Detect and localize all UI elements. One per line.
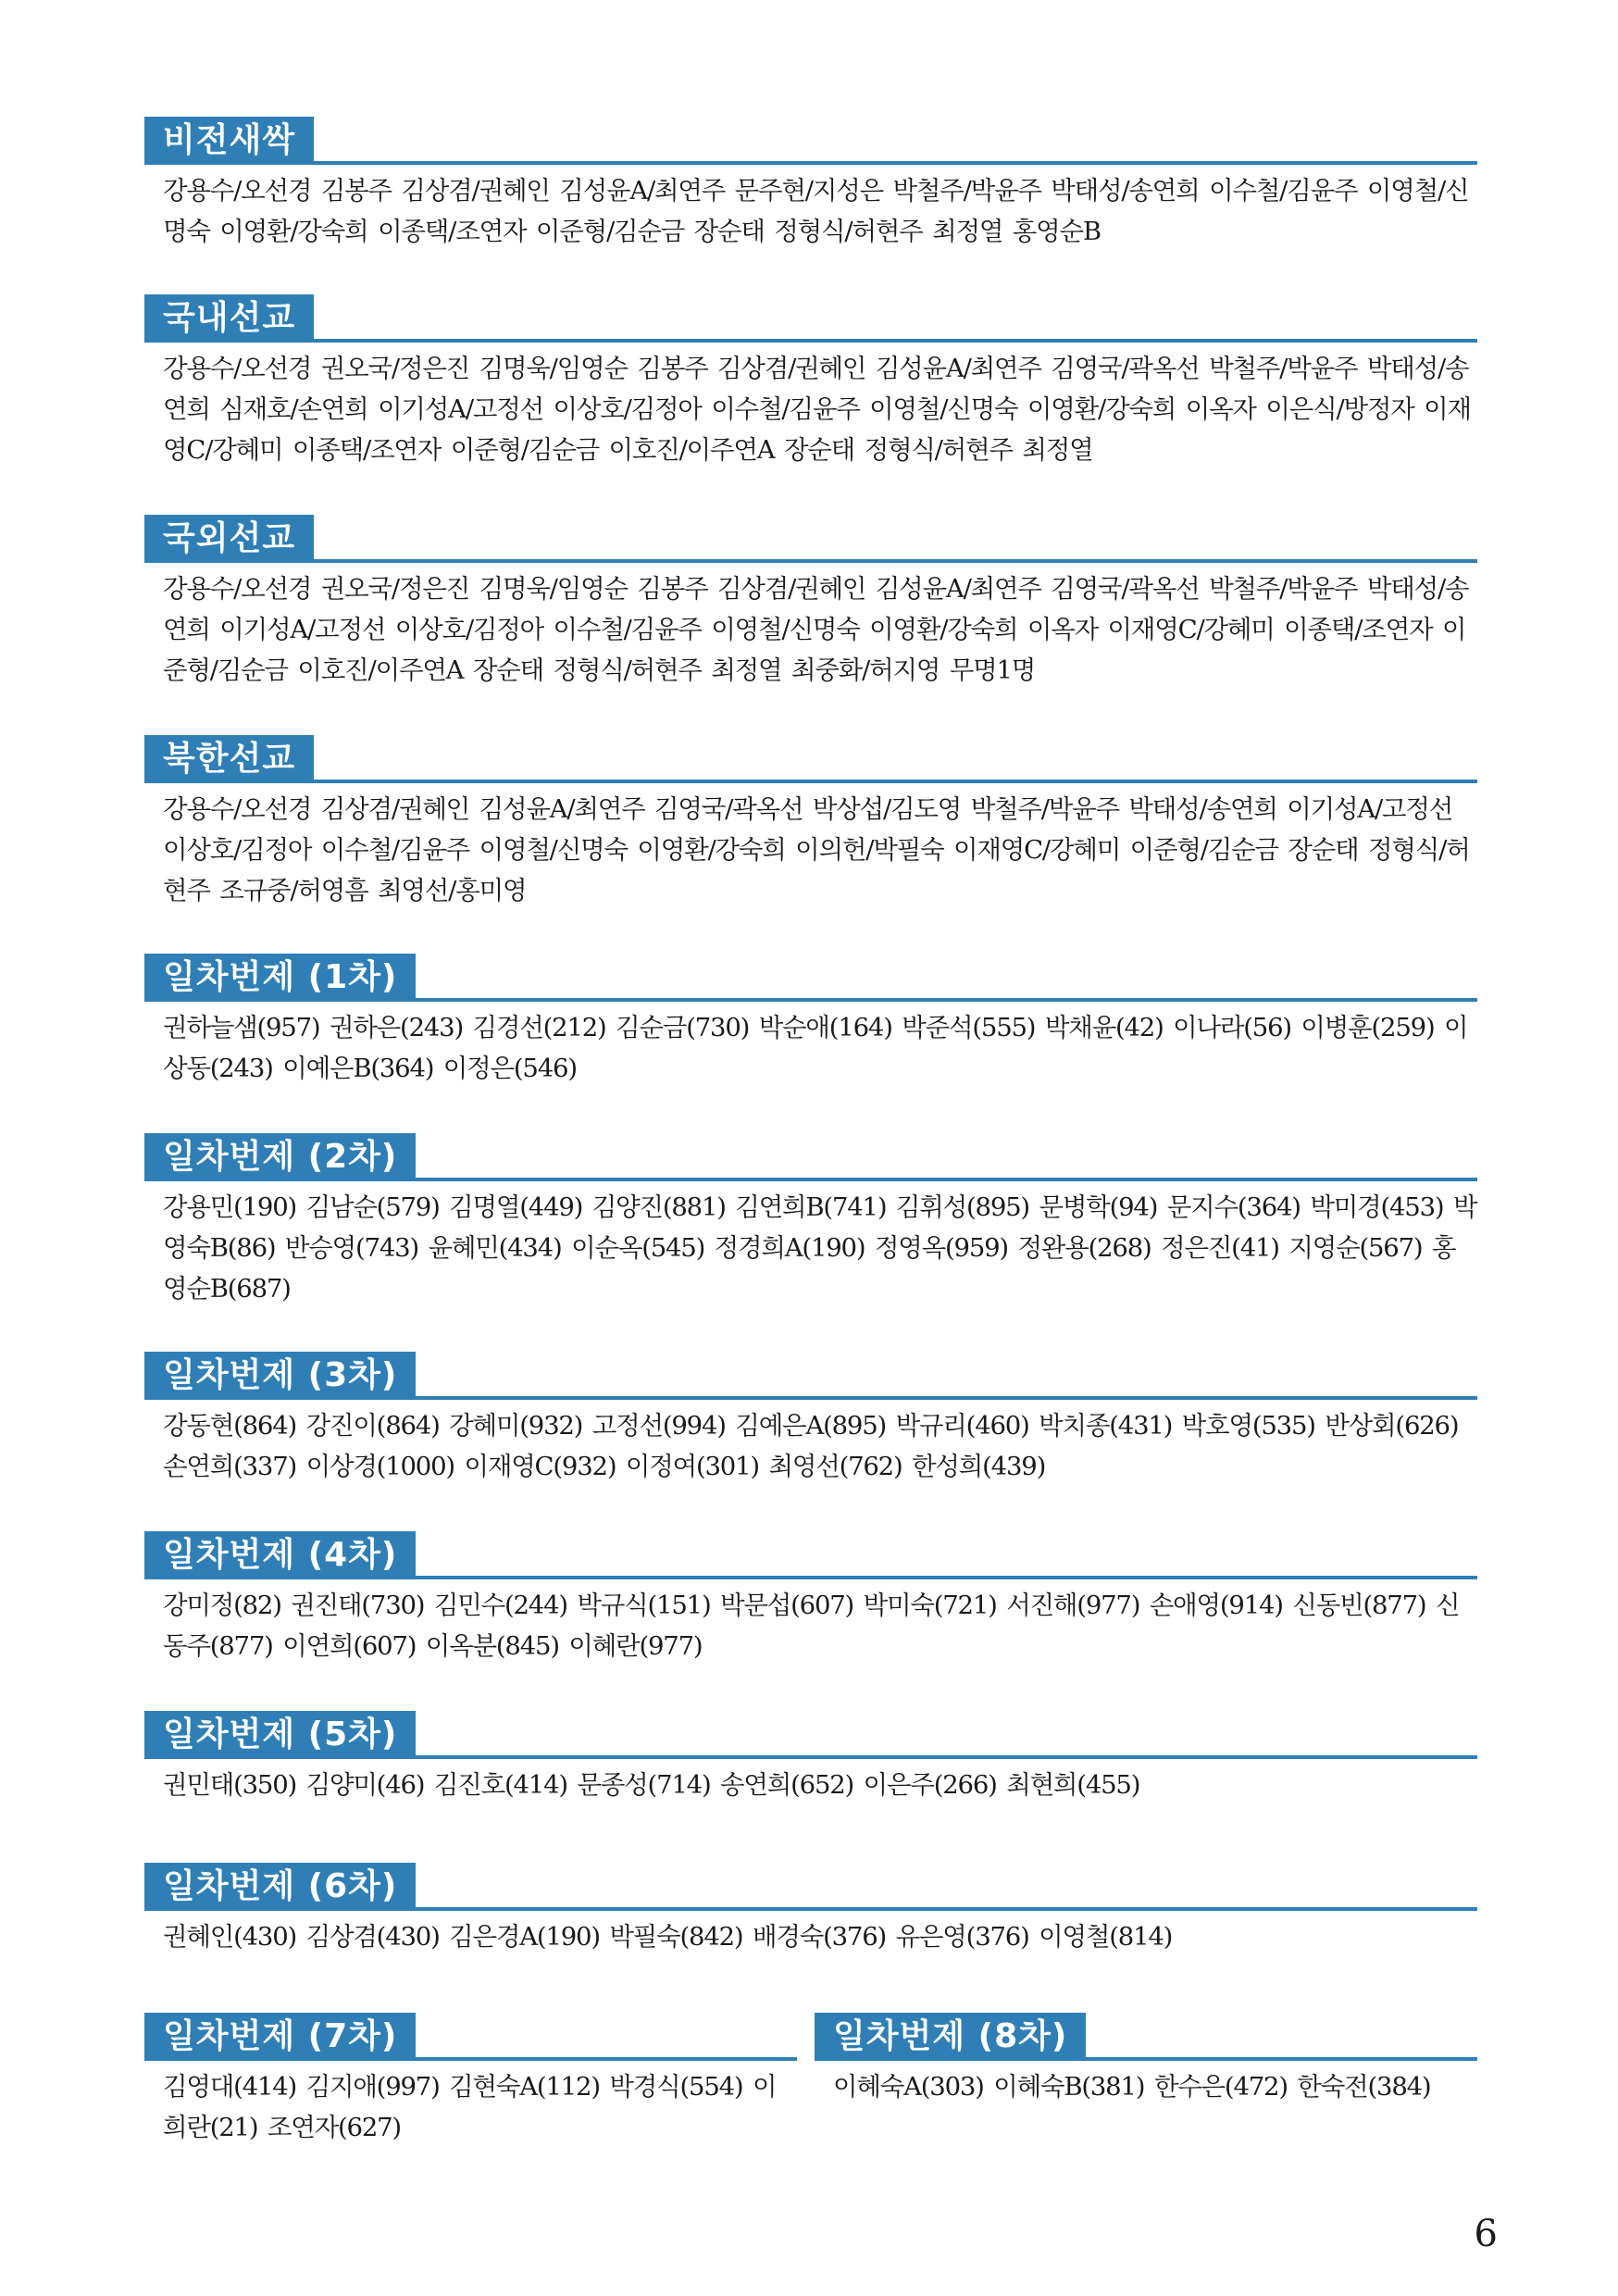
header-rule xyxy=(144,1178,1477,1181)
section-header xyxy=(144,1352,1477,1400)
section-title: 북한선교 xyxy=(144,735,314,783)
section-names: 이혜숙A(303) 이혜숙B(381) 한수은(472) 한숙전(384) xyxy=(833,2072,1431,2102)
section-title: 일차번제 (2차) xyxy=(144,1133,416,1181)
header-rule xyxy=(144,161,1477,165)
section-names: 강용민(190) 김남순(579) 김명열(449) 김양진(881) 김연희B(741) 김휘성(895) 문병학(94) 문지수(364) 박미경(453) 박영숙B(86) 반승영(743) 윤혜민(434) 이순옥(545) 정경희A(190) 정영옥(959) 정완용(268) 정은진(41) 지영순(567) 홍영순B(687) xyxy=(163,1192,1477,1304)
section-title: 일차번제 (5차) xyxy=(144,1711,416,1759)
section-header xyxy=(144,117,1477,165)
section-title: 일차번제 (8차) xyxy=(815,2013,1086,2061)
section-names: 권혜인(430) 김상겸(430) 김은경A(190) 박필숙(842) 배경숙(376) 유은영(376) 이영철(814) xyxy=(163,1922,1173,1952)
section-offering-2 xyxy=(144,1133,1477,1309)
section-offering-7 xyxy=(144,2013,797,2148)
section-names: 강용수/오선경 김봉주 김상겸/권혜인 김성윤A/최연주 문주현/지성은 박철주/박윤주 박태성/송연희 이수철/김윤주 이영철/신명숙 이영환/강숙희 이종택/조연자 이준형/김순금 장순태 정형식/허현주 최정열 홍영순B xyxy=(163,176,1469,246)
header-rule xyxy=(144,559,1477,563)
section-header xyxy=(144,1863,1477,1911)
section-names: 권민태(350) 김양미(46) 김진호(414) 문종성(714) 송연희(652) 이은주(266) 최현희(455) xyxy=(163,1770,1140,1800)
section-header xyxy=(144,954,1477,1002)
section-names: 강동현(864) 강진이(864) 강혜미(932) 고정선(994) 김예은A(895) 박규리(460) 박치종(431) 박호영(535) 반상회(626) 손연희(337) 이상경(1000) 이재영C(932) 이정여(301) 최영선(762) 한성희(439) xyxy=(163,1411,1459,1481)
section-names: 강용수/오선경 권오국/정은진 김명욱/임영순 김봉주 김상겸/권혜인 김성윤A/최연주 김영국/곽옥선 박철주/박윤주 박태성/송연희 이기성A/고정선 이상호/김정아 이수철/김윤주 이영철/신명숙 이영환/강숙희 이옥자 이재영C/강혜미 이종택/조연자 이준형/김순금 이호진/이주연A 장순태 정형식/허현주 최정열 최중화/허지영 무명1명 xyxy=(163,574,1469,685)
section-title: 일차번제 (3차) xyxy=(144,1352,416,1400)
section-title: 일차번제 (4차) xyxy=(144,1531,416,1579)
section-header xyxy=(144,1531,1477,1579)
section-names: 권하늘샘(957) 권하은(243) 김경선(212) 김순금(730) 박순애(164) 박준석(555) 박채윤(42) 이나라(56) 이병훈(259) 이상동(243) 이예은B(364) 이정은(546) xyxy=(163,1013,1468,1083)
header-rule xyxy=(144,998,1477,1002)
header-rule xyxy=(144,1396,1477,1400)
section-names: 강미정(82) 권진태(730) 김민수(244) 박규식(151) 박문섭(607) 박미숙(721) 서진해(977) 손애영(914) 신동빈(877) 신동주(877) 이연희(607) 이옥분(845) 이혜란(977) xyxy=(163,1591,1460,1661)
section-header xyxy=(144,1133,1477,1181)
section-vision-sprout xyxy=(144,117,1477,252)
section-title: 국내선교 xyxy=(144,294,314,343)
section-title: 일차번제 (1차) xyxy=(144,954,416,1002)
section-header xyxy=(144,735,1477,783)
section-offering-1 xyxy=(144,954,1477,1089)
header-rule xyxy=(815,2057,1477,2061)
section-offering-4 xyxy=(144,1531,1477,1666)
section-header xyxy=(144,2013,797,2061)
section-offering-6 xyxy=(144,1863,1477,1957)
section-names: 강용수/오선경 권오국/정은진 김명욱/임영순 김봉주 김상겸/권혜인 김성윤A/최연주 김영국/곽옥선 박철주/박윤주 박태성/송연희 심재호/손연희 이기성A/고정선 이상호/김정아 이수철/김윤주 이영철/신명숙 이영환/강숙희 이옥자 이은식/방정자 이재영C/강혜미 이종택/조연자 이준형/김순금 이호진/이주연A 장순태 정형식/허현주 최정열 xyxy=(163,354,1471,465)
section-header xyxy=(815,2013,1477,2061)
header-rule xyxy=(144,1576,1477,1579)
section-header xyxy=(144,515,1477,563)
header-rule xyxy=(144,1907,1477,1911)
section-north-korea-mission xyxy=(144,735,1477,911)
page-number: 6 xyxy=(1474,2213,1498,2255)
header-rule xyxy=(144,780,1477,783)
section-title: 비전새싹 xyxy=(144,117,314,165)
section-offering-5 xyxy=(144,1711,1477,1805)
header-rule xyxy=(144,1755,1477,1759)
section-title: 국외선교 xyxy=(144,515,314,563)
section-names: 강용수/오선경 김상겸/권혜인 김성윤A/최연주 김영국/곽옥선 박상섭/김도영 박철주/박윤주 박태성/송연희 이기성A/고정선 이상호/김정아 이수철/김윤주 이영철/신명숙 이영환/강숙희 이의헌/박필숙 이재영C/강혜미 이준형/김순금 장순태 정형식/허현주 조규중/허영흠 최영선/홍미영 xyxy=(163,794,1470,905)
section-offering-3 xyxy=(144,1352,1477,1487)
header-rule xyxy=(144,339,1477,343)
section-header xyxy=(144,1711,1477,1759)
section-overseas-mission xyxy=(144,515,1477,691)
section-title: 일차번제 (6차) xyxy=(144,1863,416,1911)
section-domestic-mission xyxy=(144,294,1477,470)
section-names: 김영대(414) 김지애(997) 김현숙A(112) 박경식(554) 이희란(21) 조연자(627) xyxy=(163,2072,777,2142)
section-header xyxy=(144,294,1477,343)
section-offering-8 xyxy=(815,2013,1477,2107)
section-title: 일차번제 (7차) xyxy=(144,2013,416,2061)
header-rule xyxy=(144,2057,797,2061)
